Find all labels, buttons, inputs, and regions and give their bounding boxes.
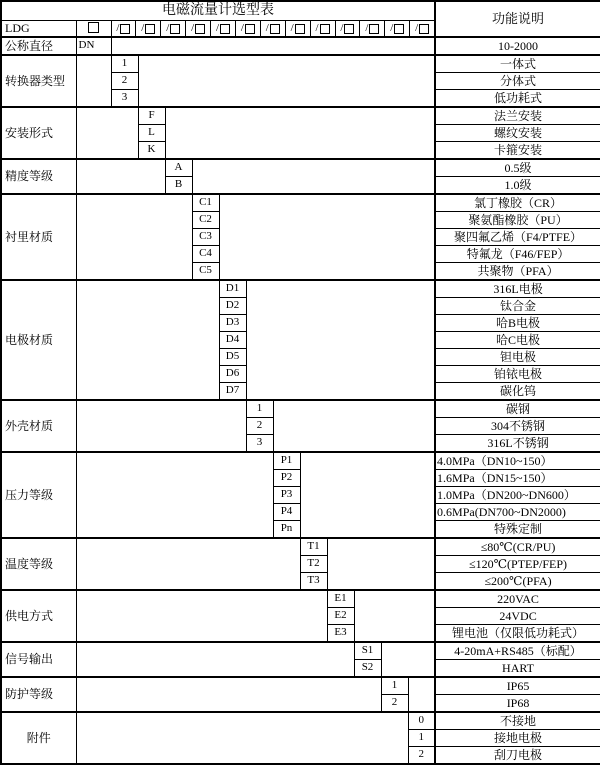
placeholder-box-icon (170, 24, 180, 34)
description-cell: 碳化钨 (435, 383, 600, 401)
code-cell: T1 (300, 538, 327, 556)
spacer-cell (76, 194, 192, 280)
placeholder-box-icon (394, 24, 404, 34)
description-cell: ≤200℃(PFA) (435, 573, 600, 591)
description-cell: IP65 (435, 677, 600, 695)
code-cell: D4 (219, 332, 246, 349)
category-label: 附件 (1, 712, 76, 764)
spacer-cell (300, 452, 435, 538)
spacer-cell (246, 280, 435, 400)
description-cell: 特氟龙（F46/FEP） (435, 246, 600, 263)
code-cell: F (138, 107, 165, 125)
option-row (1, 712, 600, 730)
code-cell: E3 (327, 625, 354, 643)
spacer-cell (111, 37, 435, 55)
code-cell: P3 (273, 487, 300, 504)
code-cell: B (165, 177, 192, 195)
description-cell: ≤80℃(CR/PU) (435, 538, 600, 556)
code-cell: 1 (111, 55, 138, 73)
spacer-cell (76, 107, 138, 159)
placeholder-box-icon (145, 24, 155, 34)
spacer-cell (76, 159, 165, 194)
description-cell: 氯丁橡胶（CR） (435, 194, 600, 212)
placeholder-box-icon (270, 24, 280, 34)
spacer-cell (381, 642, 435, 677)
code-cell: 2 (246, 418, 273, 435)
model-first-box-cell (76, 21, 111, 38)
spacer-cell (76, 677, 381, 712)
code-cell: 0 (408, 712, 435, 730)
code-cell: P4 (273, 504, 300, 521)
spacer-cell (165, 107, 435, 159)
spacer-cell (76, 452, 273, 538)
description-cell: 钛合金 (435, 298, 600, 315)
spacer-cell (138, 55, 435, 107)
code-cell: 2 (381, 695, 408, 713)
description-cell: HART (435, 660, 600, 678)
description-cell: 316L电极 (435, 280, 600, 298)
model-code: LDG (1, 21, 76, 38)
description-cell: 哈B电极 (435, 315, 600, 332)
option-row (1, 677, 600, 695)
description-cell: 4-20mA+RS485（标配） (435, 642, 600, 660)
model-slash-box: / (359, 21, 384, 36)
code-cell: C4 (192, 246, 219, 263)
description-cell: 共聚物（PFA） (435, 263, 600, 281)
category-label: 温度等级 (1, 538, 76, 590)
code-cell: C1 (192, 194, 219, 212)
description-cell: 0.5级 (435, 159, 600, 177)
description-cell: 1.0级 (435, 177, 600, 195)
code-cell: 1 (246, 400, 273, 418)
description-cell: 碳钢 (435, 400, 600, 418)
option-row (1, 590, 600, 608)
code-cell: S1 (354, 642, 381, 660)
option-row (1, 107, 600, 125)
category-label: 外壳材质 (1, 400, 76, 452)
code-cell: L (138, 125, 165, 142)
option-row (1, 538, 600, 556)
description-cell: 分体式 (435, 73, 600, 90)
description-cell: 聚四氟乙烯（F4/PTFE） (435, 229, 600, 246)
spacer-cell (219, 194, 435, 280)
code-cell: E2 (327, 608, 354, 625)
placeholder-box-icon (195, 24, 205, 34)
placeholder-box-icon (245, 24, 255, 34)
description-cell: 特殊定制 (435, 521, 600, 539)
title-row (1, 1, 600, 21)
code-cell: C2 (192, 212, 219, 229)
code-cell: D2 (219, 298, 246, 315)
spacer-cell (76, 642, 354, 677)
placeholder-box-icon (295, 24, 305, 34)
category-label: 公称直径 (1, 37, 76, 55)
option-row (1, 400, 600, 418)
category-label: 衬里材质 (1, 194, 76, 280)
code-cell: D3 (219, 315, 246, 332)
spacer-cell (327, 538, 435, 590)
code-cell: T2 (300, 556, 327, 573)
code-cell: K (138, 142, 165, 160)
model-slash-box: / (384, 21, 409, 36)
description-cell: 钽电极 (435, 349, 600, 366)
placeholder-box-icon (220, 24, 230, 34)
model-slash-box: / (135, 21, 160, 36)
model-slash-box: / (409, 21, 434, 36)
category-label: 安装形式 (1, 107, 76, 159)
description-cell: 304不锈钢 (435, 418, 600, 435)
spacer-cell (76, 55, 111, 107)
description-cell: 0.6MPa(DN700~DN2000) (435, 504, 600, 521)
option-row (1, 37, 600, 55)
option-row (1, 194, 600, 212)
code-cell: D5 (219, 349, 246, 366)
model-slash-box: / (310, 21, 335, 36)
code-cell: C5 (192, 263, 219, 281)
code-cell: D7 (219, 383, 246, 401)
placeholder-box-icon (320, 24, 330, 34)
option-row (1, 159, 600, 177)
spacer-cell (76, 280, 219, 400)
model-slash-box: / (210, 21, 235, 36)
description-cell: 锂电池（仅限低功耗式） (435, 625, 600, 643)
placeholder-box-icon (369, 24, 379, 34)
description-cell: 4.0MPa（DN10~150） (435, 452, 600, 470)
category-label: 供电方式 (1, 590, 76, 642)
code-cell: D1 (219, 280, 246, 298)
code-cell: 1 (381, 677, 408, 695)
code-cell: T3 (300, 573, 327, 591)
code-cell: S2 (354, 660, 381, 678)
category-label: 转换器类型 (1, 55, 76, 107)
category-label: 精度等级 (1, 159, 76, 194)
model-slash-box: / (112, 21, 136, 36)
placeholder-box-icon (419, 24, 429, 34)
option-row (1, 452, 600, 470)
spacer-cell (76, 538, 300, 590)
description-cell: 刮刀电极 (435, 747, 600, 765)
description-cell: 220VAC (435, 590, 600, 608)
spacer-cell (273, 400, 435, 452)
code-cell: D6 (219, 366, 246, 383)
model-slash-box: / (285, 21, 310, 36)
code-cell: C3 (192, 229, 219, 246)
spacer-cell (76, 400, 246, 452)
placeholder-box-icon (344, 24, 354, 34)
code-cell: P1 (273, 452, 300, 470)
code-cell: Pn (273, 521, 300, 539)
description-cell: IP68 (435, 695, 600, 713)
description-cell: 低功耗式 (435, 90, 600, 108)
category-label: 防护等级 (1, 677, 76, 712)
model-slash-box-strip (112, 21, 435, 36)
code-cell: 2 (408, 747, 435, 765)
model-slash-boxes (111, 21, 435, 38)
description-cell: 接地电极 (435, 730, 600, 747)
description-cell: ≤120℃(PTEP/FEP) (435, 556, 600, 573)
placeholder-box-icon (88, 22, 99, 33)
code-cell: DN (76, 37, 111, 55)
model-slash-box: / (260, 21, 285, 36)
spacer-cell (76, 712, 408, 764)
description-cell: 哈C电极 (435, 332, 600, 349)
description-cell: 24VDC (435, 608, 600, 625)
category-label: 压力等级 (1, 452, 76, 538)
description-cell: 螺纹安装 (435, 125, 600, 142)
option-row (1, 280, 600, 298)
code-cell: P2 (273, 470, 300, 487)
code-cell: E1 (327, 590, 354, 608)
spacer-cell (408, 677, 435, 712)
code-cell: A (165, 159, 192, 177)
description-cell: 不接地 (435, 712, 600, 730)
code-cell: 1 (408, 730, 435, 747)
model-slash-box: / (335, 21, 360, 36)
function-column-header: 功能说明 (435, 1, 600, 37)
description-cell: 一体式 (435, 55, 600, 73)
code-cell: 3 (111, 90, 138, 108)
description-cell: 1.0MPa（DN200~DN600） (435, 487, 600, 504)
page-title: 电磁流量计选型表 (1, 1, 435, 21)
model-slash-box: / (185, 21, 210, 36)
option-row (1, 55, 600, 73)
spacer-cell (76, 590, 327, 642)
description-cell: 聚氨酯橡胶（PU） (435, 212, 600, 229)
option-row (1, 642, 600, 660)
description-cell: 卡箍安装 (435, 142, 600, 160)
placeholder-box-icon (120, 24, 130, 34)
description-cell: 316L不锈钢 (435, 435, 600, 453)
description-cell: 1.6MPa（DN15~150） (435, 470, 600, 487)
spacer-cell (354, 590, 435, 642)
model-slash-box: / (235, 21, 260, 36)
spacer-cell (192, 159, 435, 194)
description-cell: 10-2000 (435, 37, 600, 55)
description-cell: 铂铱电极 (435, 366, 600, 383)
category-label: 信号输出 (1, 642, 76, 677)
model-slash-box: / (160, 21, 185, 36)
code-cell: 2 (111, 73, 138, 90)
category-label: 电极材质 (1, 280, 76, 400)
description-cell: 法兰安装 (435, 107, 600, 125)
code-cell: 3 (246, 435, 273, 453)
